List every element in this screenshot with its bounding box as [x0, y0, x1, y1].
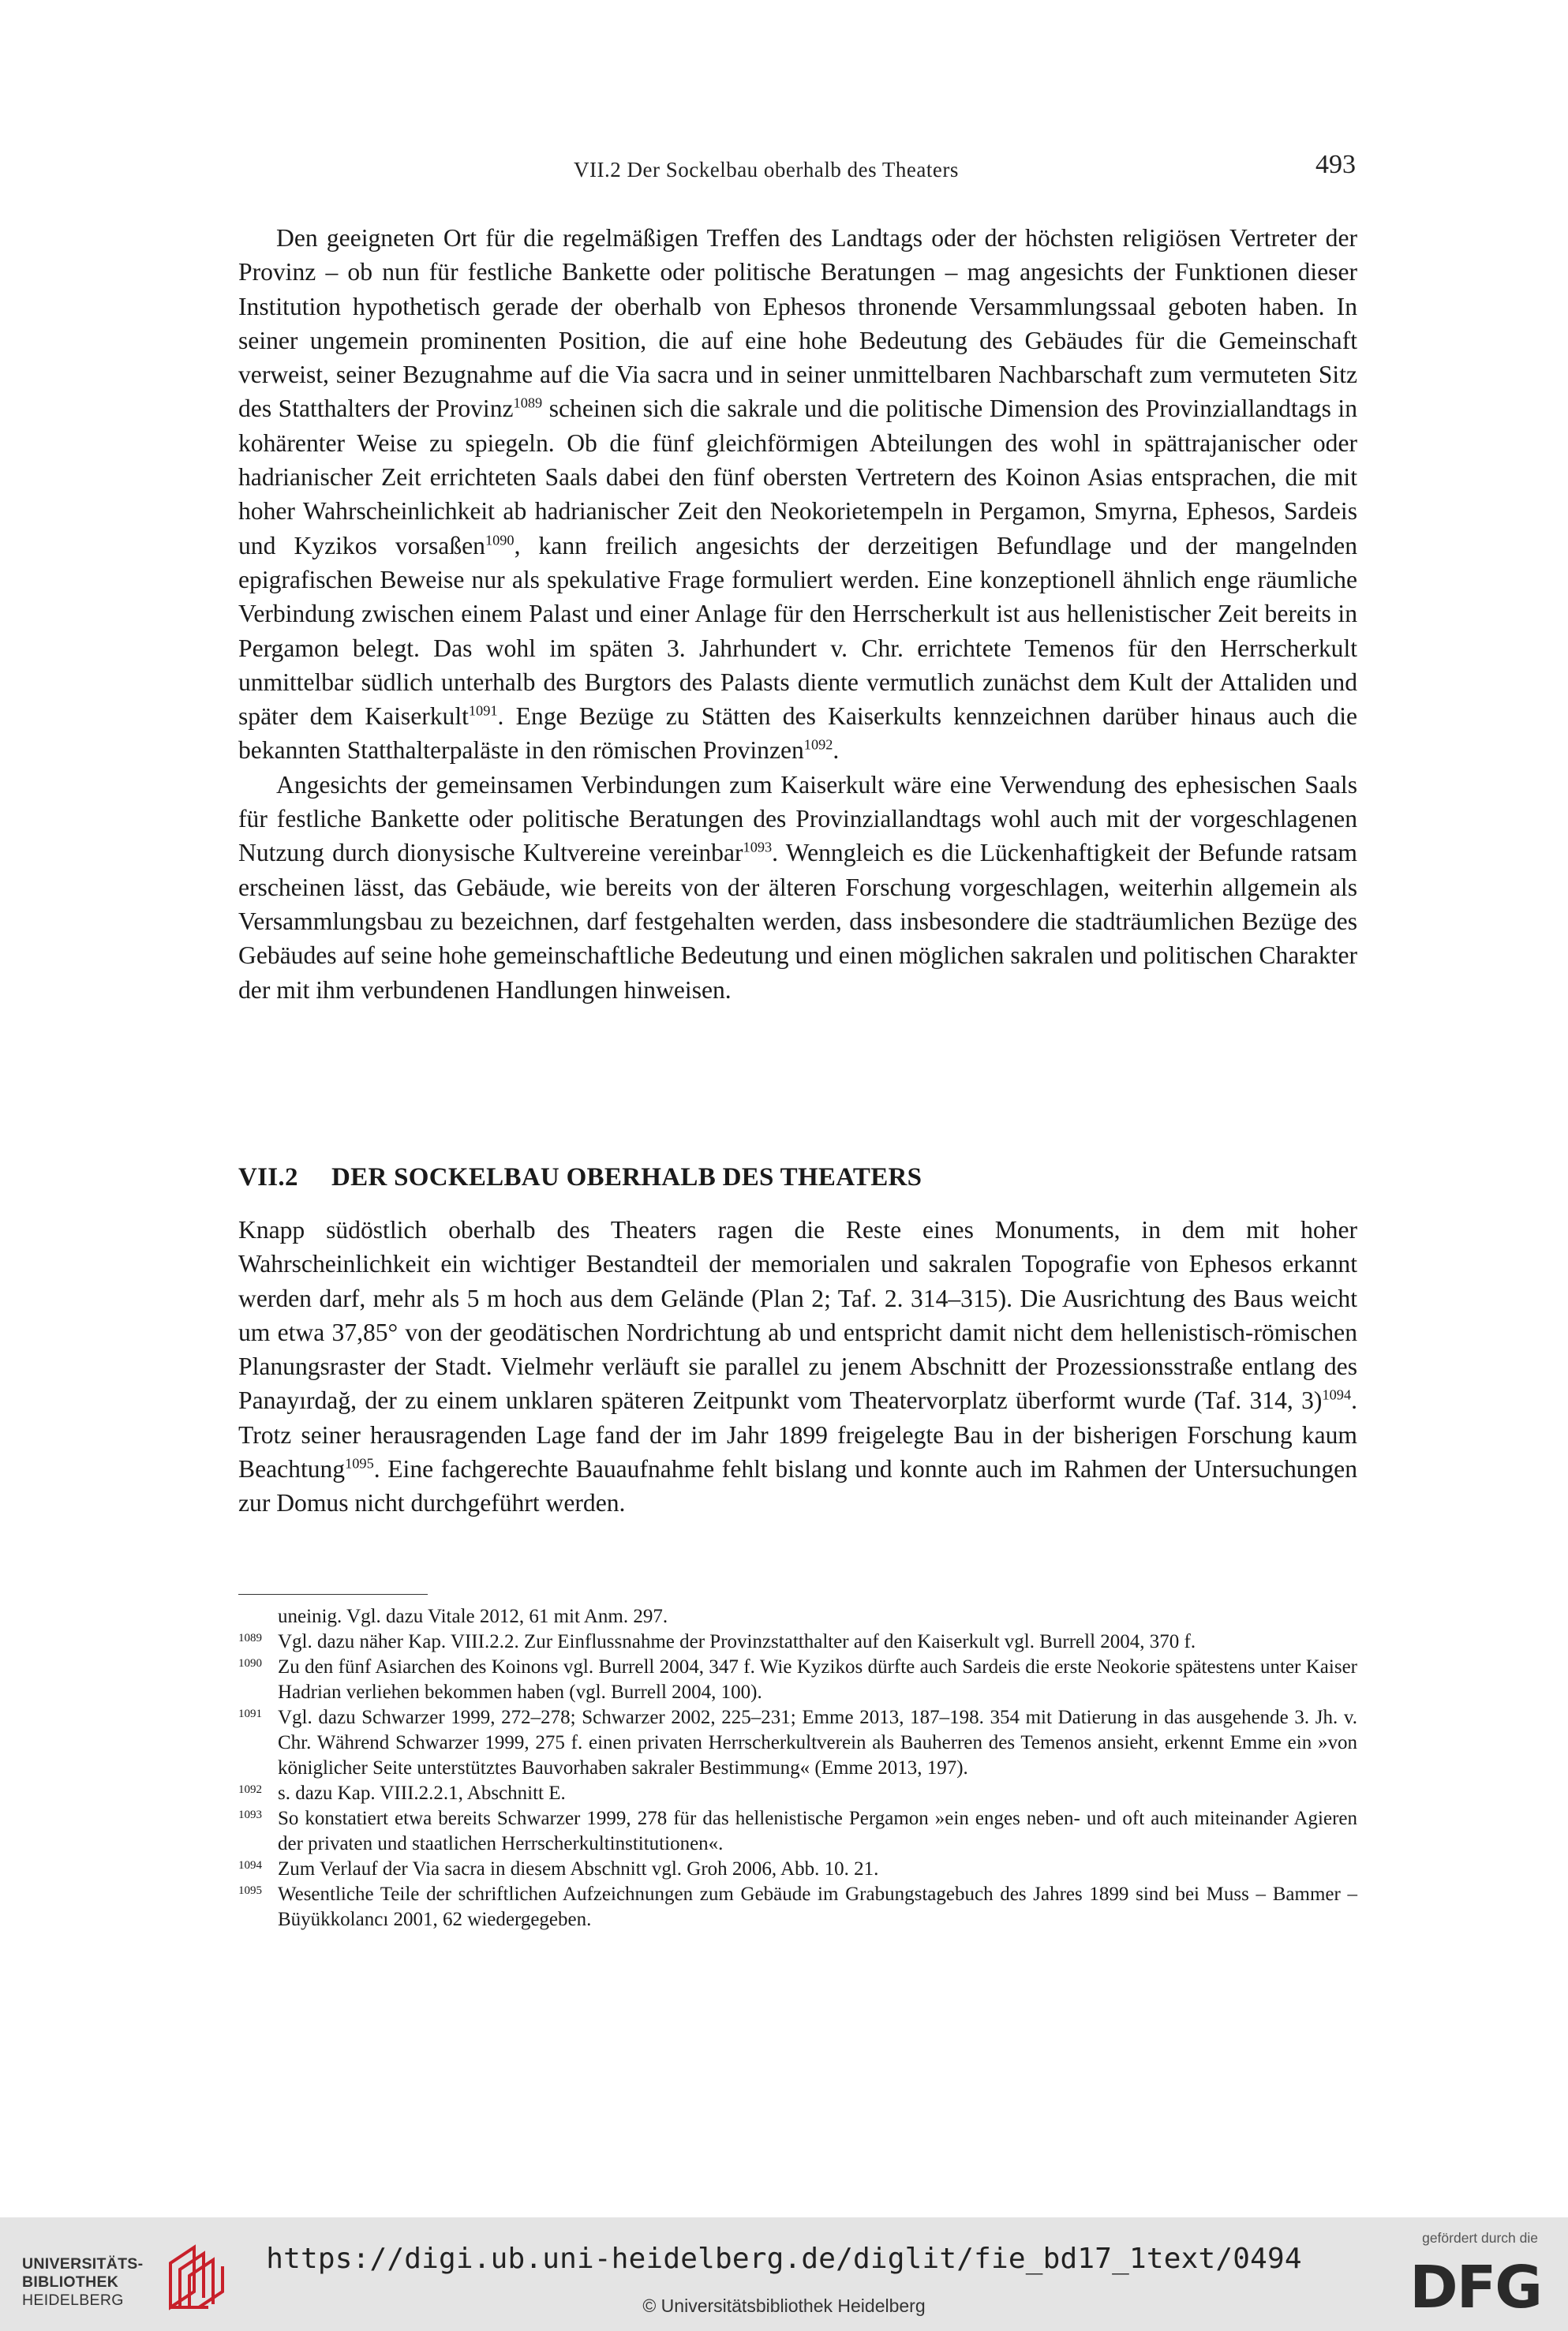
footnote-number: 1092	[238, 1783, 262, 1796]
text-run: Knapp südöstlich oberhalb des Theaters ragen die Reste eines Monuments, in dem mit hoher Wahrscheinlichkeit ein wichtiger Bestandteil der memorialen und sakralen Topografie von Ephesos erkannt werden darf, mehr als 5 m hoch aus dem Gelände (Plan 2; Taf. 2. 314–315). Die Ausrichtung des Baus weicht um etwa 37,85° von der geodätischen Nordrichtung ab und entspricht damit nicht dem hellenistisch-römischen Planungsraster der Stadt. Vielmehr verläuft sie parallel zu jenem Abschnitt der Prozessionsstraße entlang des Panayırdağ, der zu einem unklaren späteren Zeitpunkt vom Theatervorplatz überformt wurde (Taf. 314, 3)	[238, 1216, 1357, 1415]
footnote-text: Zu den fünf Asiarchen des Koinons vgl. Burrell 2004, 347 f. Wie Kyzikos dürfte auch Sardeis die erste Neokorie spätestens unter Kaiser Hadrian verliehen bekommen haben (vgl. Burrell 2004, 100).	[278, 1656, 1357, 1703]
footnote-text: Vgl. dazu Schwarzer 1999, 272–278; Schwarzer 2002, 225–231; Emme 2013, 187–198. 354 mit Datierung in das ausgehende 3. Jh. v. Chr. Während Schwarzer 1999, 275 f. einen privaten Herrscherkultverein als Bauherren des Temenos ansieht, erkennt Emme ein »von königlicher Seite unterstütztes Bauvorhaben sakraler Bestimmung« (Emme 2013, 197).	[278, 1707, 1357, 1779]
text-run: . Wenngleich es die Lückenhaftigkeit der Befunde ratsam erscheinen lässt, das Gebäude, wie bereits von der älteren Forschung vorgeschlagen, weiterhin allgemein als Versammlungsbau zu bezeichnen, darf festgehalten werden, dass insbesondere die stadträumlichen Bezüge des Gebäudes auf seine hohe gemeinschaftliche Bedeutung und einen möglichen sakralen und politischen Charakter der mit ihm verbundenen Handlungen hinweisen.	[238, 839, 1357, 1004]
paragraph	[238, 221, 1357, 768]
footnote-continuation	[238, 1604, 1357, 1629]
footnote-ref-1091[interactable]: 1091	[468, 702, 498, 719]
footnote-1092	[238, 1781, 1357, 1806]
footnote-number: 1091	[238, 1708, 262, 1720]
paragraph	[238, 1213, 1357, 1521]
paragraph	[238, 768, 1357, 1007]
text-run: Den geeigneten Ort für die regelmäßigen Treffen des Landtags oder der höchsten religiösen Vertreter der Provinz – ob nun für festliche Bankette oder politische Beratungen – mag angesichts der Funktionen dieser Institution hypothetisch gerade der oberhalb von Ephesos thronende Versammlungssaal geboten haben. In seiner ungemein prominenten Position, die auf eine hohe Bedeutung des Gebäudes für die Gemeinschaft verweist, seiner Bezugnahme auf die Via sacra und in seiner unmittelbaren Nachbarschaft zum vermuteten Sitz des Statthalters der Provinz	[238, 224, 1357, 423]
footnote-1094	[238, 1857, 1357, 1882]
footnote-number: 1089	[238, 1632, 262, 1644]
footnote-text: Wesentliche Teile der schriftlichen Aufzeichnungen zum Gebäude im Grabungstagebuch des Jahres 1899 sind bei Muss – Bammer – Büyükkolancı 2001, 62 wiedergegeben.	[278, 1884, 1357, 1930]
copyright: © Universitätsbibliothek Heidelberg	[642, 2295, 926, 2316]
running-head: VII.2 Der Sockelbau oberhalb des Theaters	[574, 158, 959, 181]
library-name-line: UNIVERSITÄTS-	[22, 2255, 144, 2273]
page-header	[238, 150, 1359, 189]
footnote-number: 1094	[238, 1859, 262, 1872]
dfg-wordmark: DFG	[1409, 2254, 1541, 2322]
footnote-text: uneinig. Vgl. dazu Vitale 2012, 61 mit Anm. 297.	[278, 1606, 668, 1627]
text-run: scheinen sich die sakrale und die politische Dimension des Provinziallandtags in kohärenter Weise zu spiegeln. Ob die fünf gleichförmigen Abteilungen des wohl in spättrajanischer oder hadrianischer Zeit errichteten Saals dabei den fünf obersten Vertretern des Koinon Asias entsprachen, die mit hoher Wahrscheinlichkeit ab hadrianischer Zeit den Neokorietempeln in Pergamon, Smyrna, Ephesos, Sardeis und Kyzikos vorsaßen	[238, 395, 1357, 559]
footnote-ref-1092[interactable]: 1092	[803, 737, 833, 754]
section-text	[238, 1213, 1357, 1521]
footnote-ref-1089[interactable]: 1089	[513, 395, 543, 412]
page-number: 493	[1315, 150, 1356, 179]
text-run: Angesichts der gemeinsamen Verbindungen zum Kaiserkult wäre eine Verwendung des ephesischen Saals für festliche Bankette oder politische Beratungen des Provinziallandtags wohl auch mit der vorgeschlagenen Nutzung durch dionysische Kultvereine vereinbar	[238, 770, 1357, 867]
footnote-text: Vgl. dazu näher Kap. VIII.2.2. Zur Einflussnahme der Provinzstatthalter auf den Kaiserkult vgl. Burrell 2004, 370 f.	[278, 1631, 1196, 1652]
footnote-number: 1093	[238, 1809, 262, 1821]
footnote-ref-1095[interactable]: 1095	[345, 1455, 374, 1472]
footnote-text: So konstatiert etwa bereits Schwarzer 1999, 278 für das hellenistische Pergamon »ein enges neben- und oft auch miteinander Agieren der privaten und staatlichen Herrscherkultinstitutionen«.	[278, 1808, 1357, 1854]
footnote-ref-1090[interactable]: 1090	[485, 532, 515, 548]
section-heading	[238, 1163, 922, 1192]
text-run: . Trotz seiner herausragenden Lage fand der im Jahr 1899 freigelegte Bau in der bisherigen Forschung kaum Beachtung	[238, 1386, 1357, 1484]
footnote-ref-1094[interactable]: 1094	[1322, 1387, 1352, 1404]
footnote-text: Zum Verlauf der Via sacra in diesem Abschnitt vgl. Groh 2006, Abb. 10. 21.	[278, 1858, 879, 1880]
footnote-number: 1090	[238, 1657, 262, 1670]
funding-note: gefördert durch die	[1422, 2230, 1538, 2246]
library-name-line: HEIDELBERG	[22, 2292, 124, 2309]
footnote-1089	[238, 1629, 1357, 1655]
footnote-1093	[238, 1806, 1357, 1857]
footnotes	[238, 1604, 1357, 1933]
text-run: , kann freilich angesichts der derzeitigen Befundlage und der mangelnden epigrafischen Beweise nur als spekulative Frage formuliert werden. Eine konzeptionell ähnlich enge räumliche Verbindung zwischen einem Palast und einer Anlage für den Herrscherkult ist aus hellenistischer Zeit bereits in Pergamon belegt. Das wohl im späten 3. Jahrhundert v. Chr. errichtete Temenos für den Herrscherkult unmittelbar südlich unterhalb des Burgtors des Palasts diente vermutlich zunächst dem Kult der Attaliden und später dem Kaiserkult	[238, 531, 1357, 731]
text-run: .	[833, 736, 840, 765]
section-number: VII.2	[238, 1163, 298, 1192]
dfg-logo[interactable]	[1383, 2230, 1541, 2323]
text-run: . Eine fachgerechte Bauaufnahme fehlt bislang und konnte auch im Rahmen der Untersuchungen zur Domus nicht durchgeführt werden.	[238, 1455, 1357, 1517]
viewer-footer	[0, 2217, 1568, 2331]
footnote-1091	[238, 1705, 1357, 1781]
footnote-number: 1095	[238, 1884, 262, 1897]
footnote-text: s. dazu Kap. VIII.2.2.1, Abschnitt E.	[278, 1783, 566, 1804]
footnote-divider	[238, 1594, 428, 1595]
text-run: . Enge Bezüge zu Stätten des Kaiserkults kennzeichnen darüber hinaus auch die bekannten Statthalterpaläste in den römischen Provinzen	[238, 702, 1357, 765]
section-title: DER SOCKELBAU OBERHALB DES THEATERS	[331, 1163, 922, 1192]
footnote-1090	[238, 1655, 1357, 1705]
library-name-line: BIBLIOTHEK	[22, 2273, 119, 2291]
main-text	[238, 221, 1357, 1007]
page-url-link[interactable]: https://digi.ub.uni-heidelberg.de/diglit/fie_bd17_1text/0494	[266, 2243, 1302, 2275]
footnote-1095	[238, 1882, 1357, 1933]
footnote-ref-1093[interactable]: 1093	[743, 839, 773, 855]
